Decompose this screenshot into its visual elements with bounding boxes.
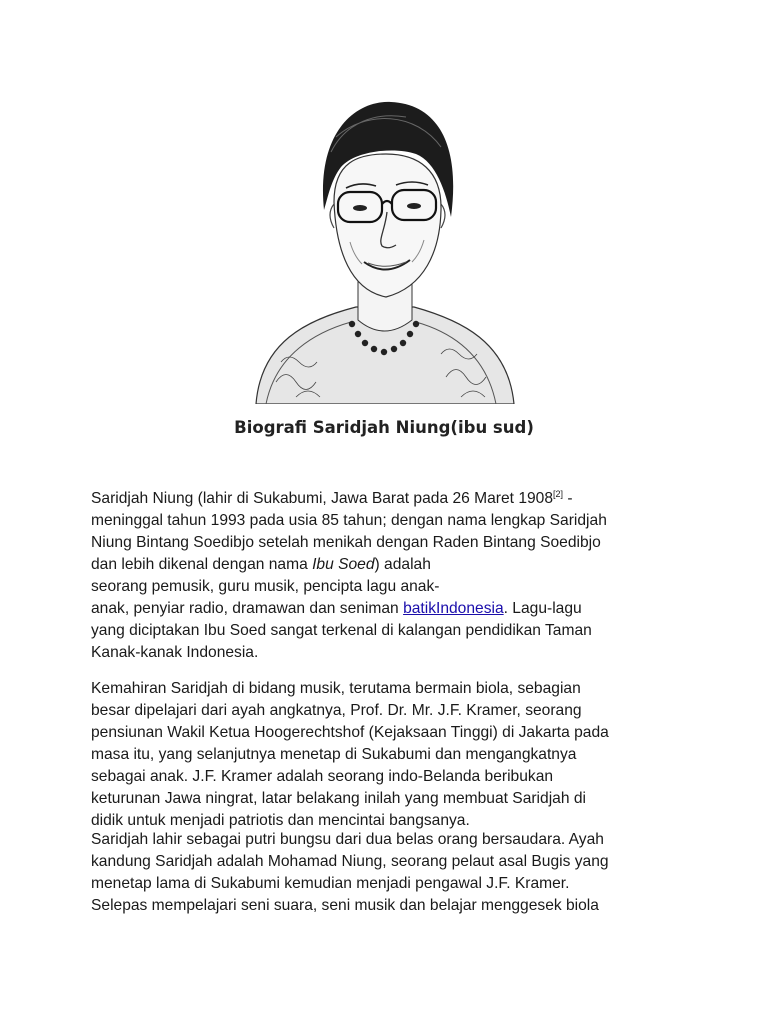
p1-line-6-tail: . Lagu-lagu — [503, 600, 582, 617]
p1-line-4-tail: ) adalah — [374, 556, 431, 573]
p2-line-5: sebagai anak. J.F. Kramer adalah seorang indo-Belanda beribukan — [91, 768, 554, 785]
p3-line-1: Saridjah lahir sebagai putri bungsu dari dua belas orang bersaudara. Ayah — [91, 831, 604, 848]
p1-line-6 — [91, 598, 691, 620]
p1-line-2: meninggal tahun 1993 pada usia 85 tahun; dengan nama lengkap Saridjah — [91, 512, 607, 529]
document-title: Biografi Saridjah Niung(ibu sud) — [234, 418, 534, 437]
p2-line-2: besar dipelajari dari ayah angkatnya, Prof. Dr. Mr. J.F. Kramer, seorang — [91, 702, 582, 719]
p2-line-4: masa itu, yang selanjutnya menetap di Sukabumi dan mengangkatnya — [91, 746, 577, 763]
p1-line-4 — [91, 554, 691, 576]
p1-line-3: Niung Bintang Soedibjo setelah menikah dengan Raden Bintang Soedibjo — [91, 534, 601, 551]
p1-line-1-text: Saridjah Niung (lahir di Sukabumi, Jawa Barat pada 26 Maret 1908 — [91, 490, 554, 507]
p1-line-8: Kanak-kanak Indonesia. — [91, 644, 259, 661]
batik-indonesia-link[interactable]: batikIndonesia — [403, 600, 504, 617]
paragraph-2 — [91, 678, 691, 832]
alias-italic: Ibu Soed — [312, 556, 375, 573]
p1-line-4-text: dan lebih dikenal dengan nama — [91, 556, 313, 573]
p3-line-4: Selepas mempelajari seni suara, seni musik dan belajar menggesek biola — [91, 897, 599, 914]
p2-line-7: didik untuk menjadi patriotis dan mencintai bangsanya. — [91, 812, 470, 829]
p1-line-1-tail: - — [563, 490, 573, 507]
paragraph-3 — [91, 829, 691, 917]
p2-line-3: pensiunan Wakil Ketua Hoogerechtshof (Kejaksaan Tinggi) di Jakarta pada — [91, 724, 609, 741]
p2-line-1: Kemahiran Saridjah di bidang musik, terutama bermain biola, sebagian — [91, 680, 581, 697]
p1-line-1 — [91, 488, 691, 510]
p3-line-3: menetap lama di Sukabumi kemudian menjadi pengawal J.F. Kramer. — [91, 875, 570, 892]
p1-line-5: seorang pemusik, guru musik, pencipta lagu anak- — [91, 578, 440, 595]
footnote-ref[interactable]: [2] — [553, 488, 564, 499]
p3-line-2: kandung Saridjah adalah Mohamad Niung, seorang pelaut asal Bugis yang — [91, 853, 609, 870]
p2-line-6: keturunan Jawa ningrat, latar belakang inilah yang membuat Saridjah di — [91, 790, 586, 807]
portrait-image — [246, 92, 522, 404]
p1-line-6-text: anak, penyiar radio, dramawan dan seniman — [91, 600, 404, 617]
p1-line-7: yang diciptakan Ibu Soed sangat terkenal di kalangan pendidikan Taman — [91, 622, 592, 639]
paragraph-1 — [91, 488, 691, 664]
